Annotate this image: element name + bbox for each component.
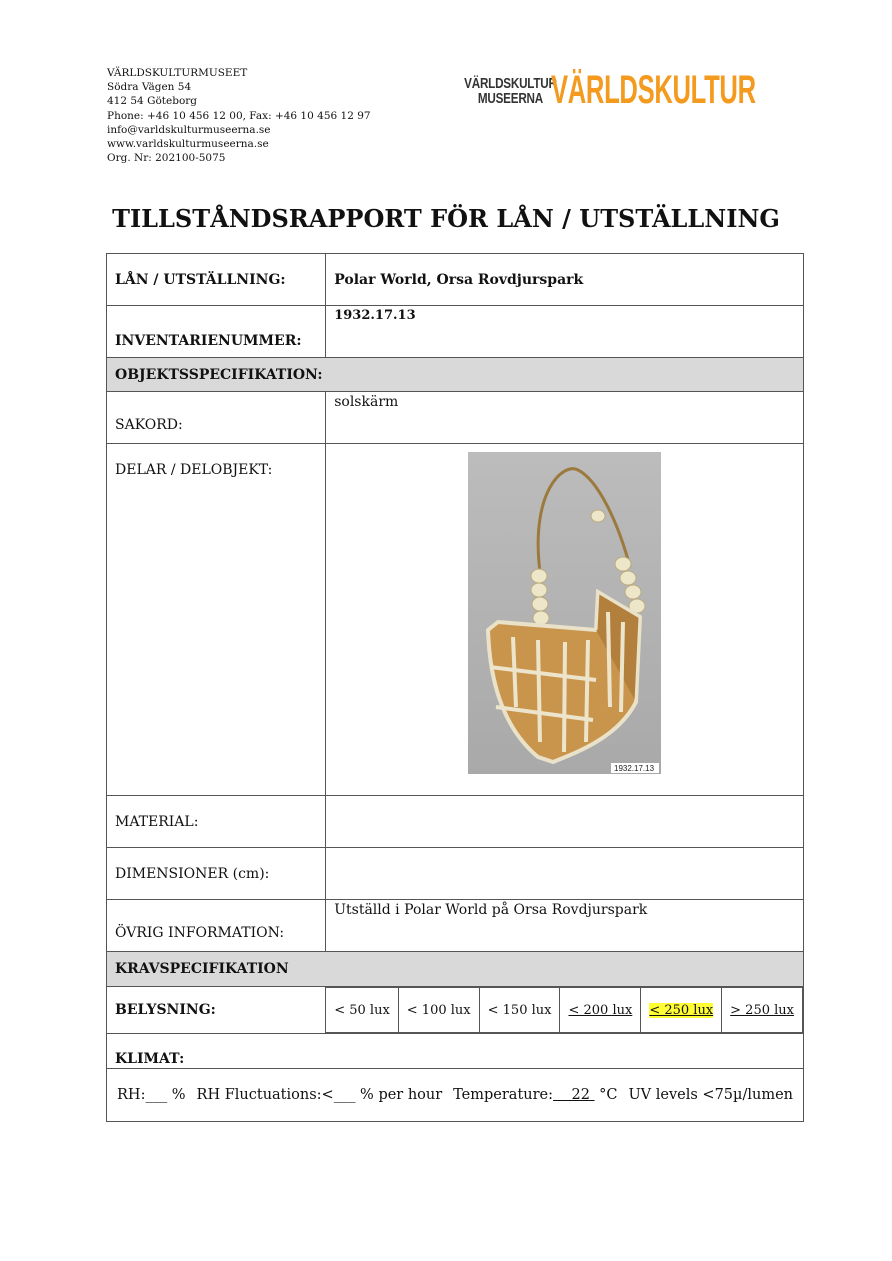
object-spec-section: OBJEKTSSPECIFIKATION: [107, 358, 804, 392]
loan-value: Polar World, Orsa Rovdjurspark [326, 254, 804, 306]
museum-logo [464, 68, 871, 113]
dimensions-value [326, 848, 804, 900]
climate-values [107, 1069, 804, 1122]
temperature-value: 22 [571, 1087, 590, 1103]
rh-fluctuation-field: RH Fluctuations:<___ % per hour [196, 1087, 443, 1103]
parts-label: DELAR / DELOBJEKT: [107, 444, 326, 796]
uv-field: UV levels <75µ/lumen [628, 1087, 793, 1103]
other-info-label: ÖVRIG INFORMATION: [107, 900, 326, 952]
org-number: Org. Nr: 202100-5075 [107, 152, 226, 165]
logo-line2: MUSEERNA [477, 89, 543, 107]
logo-line1: VÄRLDSKULTUR [464, 74, 557, 92]
org-name: VÄRLDSKULTURMUSEET [107, 67, 248, 79]
inventory-value: 1932.17.13 [326, 306, 804, 358]
material-label: MATERIAL: [107, 796, 326, 848]
lighting-options-cell [326, 987, 804, 1034]
sender-address [107, 66, 371, 165]
climate-label: KLIMAT: [107, 1034, 804, 1069]
lux-option[interactable]: < 200 lux [560, 988, 641, 1033]
lux-option-selected[interactable]: < 250 lux [641, 988, 722, 1033]
temperature-field: Temperature: 22 °C [453, 1087, 618, 1103]
sakord-value: solskärm [326, 392, 804, 444]
parts-photo-cell [326, 444, 804, 796]
inventory-label: INVENTARIENUMMER: [107, 306, 326, 358]
material-value [326, 796, 804, 848]
dimensions-label: DIMENSIONER (cm): [107, 848, 326, 900]
logo-wordmark-big: VÄRLDSKULTUR [551, 68, 756, 112]
lighting-options [326, 987, 803, 1033]
lux-option[interactable]: < 50 lux [326, 988, 398, 1033]
lux-option[interactable]: < 150 lux [479, 988, 560, 1033]
photo-caption: 1932.17.13 [614, 764, 655, 773]
condition-report-table [106, 253, 804, 1122]
org-phone: Phone: +46 10 456 12 00, Fax: +46 10 456 12 97 [107, 109, 371, 122]
object-photo [468, 452, 661, 774]
org-web[interactable]: www.varldskulturmuseerna.se [107, 138, 269, 151]
rh-field: RH:___ % [117, 1087, 186, 1103]
lighting-label: BELYSNING: [107, 987, 326, 1034]
document-title: TILLSTÅNDSRAPPORT FÖR LÅN / UTSTÄLLNING [112, 204, 780, 233]
lux-option[interactable]: > 250 lux [722, 988, 803, 1033]
lux-option[interactable]: < 100 lux [398, 988, 479, 1033]
sakord-label: SAKORD: [107, 392, 326, 444]
org-city: 412 54 Göteborg [107, 95, 198, 108]
requirements-section: KRAVSPECIFIKATION [107, 952, 804, 987]
logo-wordmark-small [464, 74, 557, 107]
org-street: Södra Vägen 54 [107, 81, 192, 94]
other-info-value: Utställd i Polar World på Orsa Rovdjurspark [326, 900, 804, 952]
org-email[interactable]: info@varldskulturmuseerna.se [107, 123, 271, 136]
loan-label: LÅN / UTSTÄLLNING: [107, 254, 326, 306]
